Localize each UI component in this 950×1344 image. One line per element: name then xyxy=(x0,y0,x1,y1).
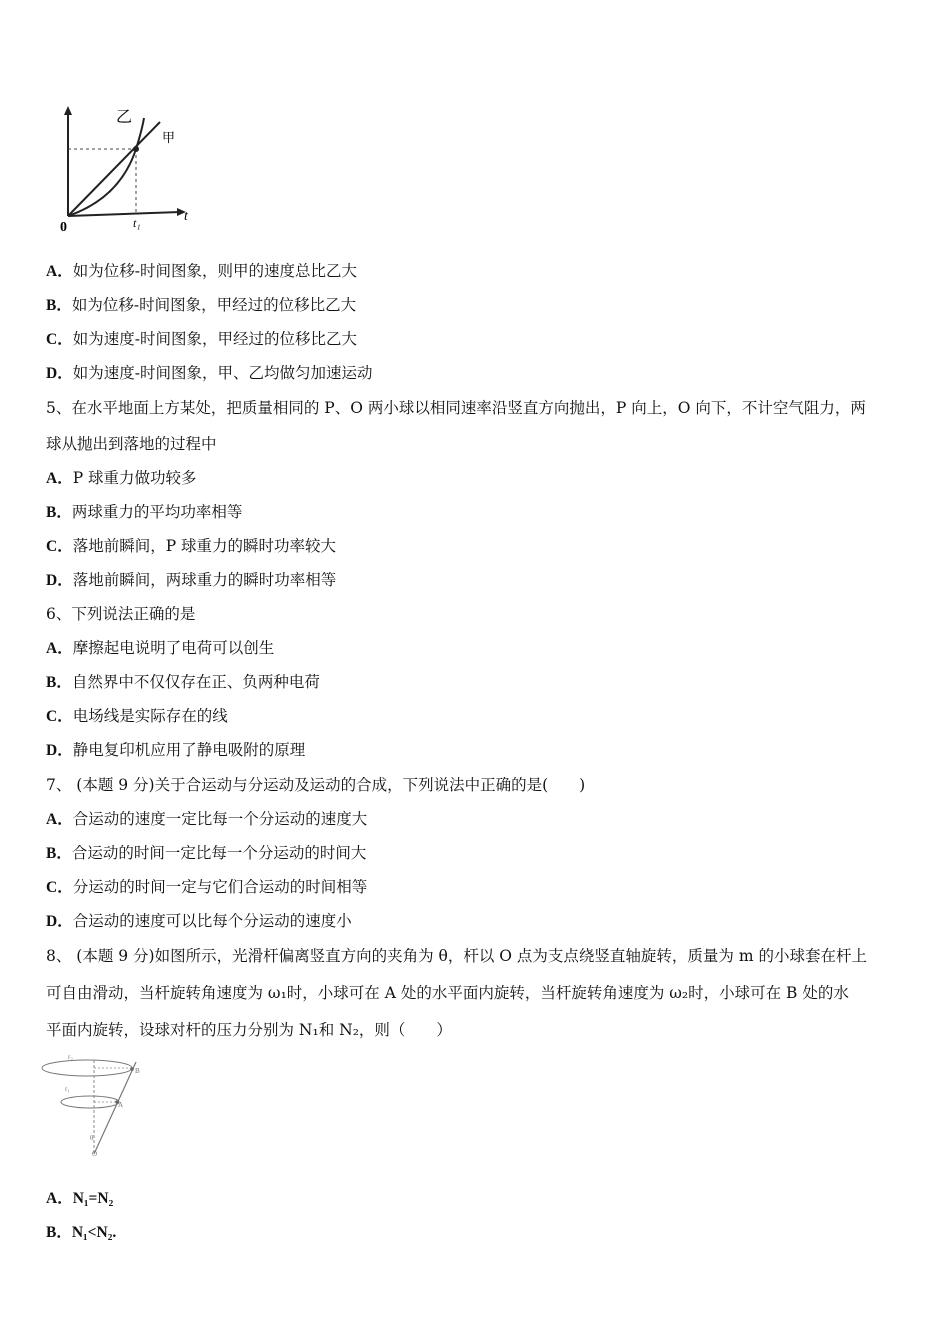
q4-option-b: B．如为位移-时间图象，甲经过的位移比乙大 xyxy=(46,296,357,314)
intersection-point xyxy=(133,146,139,152)
label-theta: θ xyxy=(90,1134,94,1142)
label-o: O xyxy=(92,1150,98,1158)
rotating-rod-figure xyxy=(40,1050,150,1160)
label-b: B xyxy=(135,1067,140,1075)
q6-option-a: A．摩擦起电说明了电荷可以创生 xyxy=(46,639,275,657)
q4-option-a: A．如为位移-时间图象，则甲的速度总比乙大 xyxy=(46,262,357,280)
label-r1: r₁ xyxy=(65,1085,70,1093)
q7-option-d: D．合运动的速度可以比每个分运动的速度小 xyxy=(46,912,352,930)
label-a: A xyxy=(118,1101,124,1109)
q8-stem-line-1: 8、 (本题 9 分)如图所示，光滑杆偏离竖直方向的夹角为 θ，杆以 O 点为支点绕竖直轴旋转，质量为 m 的小球套在杆上 xyxy=(46,947,867,965)
label-r2: r₂ xyxy=(68,1053,73,1061)
q8-stem-line-2: 可自由滑动，当杆旋转角速度为 ω₁时，小球可在 A 处的水平面内旋转，当杆旋转角速度为 ω₂时，小球可在 B 处的水 xyxy=(46,984,849,1002)
label-origin: 0 xyxy=(60,220,67,235)
q5-option-c: C．落地前瞬间，P 球重力的瞬时功率较大 xyxy=(46,537,337,555)
x-axis xyxy=(68,212,180,216)
q6-option-d: D．静电复印机应用了静电吸附的原理 xyxy=(46,741,306,759)
q7-option-c: C．分运动的时间一定与它们合运动的时间相等 xyxy=(46,878,368,896)
ball-b xyxy=(130,1067,134,1071)
q5-stem-line-2: 球从抛出到落地的过程中 xyxy=(46,435,217,453)
line-jia xyxy=(68,122,160,216)
q4-option-d: D．如为速度-时间图象，甲、乙均做匀加速运动 xyxy=(46,364,373,382)
graph-figure xyxy=(50,98,200,238)
q7-stem: 7、 (本题 9 分)关于合运动与分运动及运动的合成，下列说法中正确的是( ) xyxy=(46,776,586,794)
y-axis-arrow xyxy=(64,106,72,115)
q5-stem-line-1: 5、在水平地面上方某处，把质量相同的 P、O 两小球以相同速率沿竖直方向抛出，P 向上，O 向下，不计空气阻力，两 xyxy=(46,399,866,417)
label-yi: 乙 xyxy=(116,109,133,126)
label-t: t xyxy=(184,209,188,224)
q8-option-a: A．N₁=N₂ xyxy=(46,1190,114,1207)
q6-option-b: B．自然界中不仅仅存在正、负两种电荷 xyxy=(46,673,320,691)
q5-option-b: B．两球重力的平均功率相等 xyxy=(46,503,243,521)
label-jia: 甲 xyxy=(162,130,176,145)
q6-option-c: C．电场线是实际存在的线 xyxy=(46,707,228,725)
q8-stem-line-3: 平面内旋转，设球对杆的压力分别为 N₁和 N₂，则（ ） xyxy=(46,1021,452,1039)
q4-option-c: C．如为速度-时间图象，甲经过的位移比乙大 xyxy=(46,330,357,348)
q5-option-a: A．P 球重力做功较多 xyxy=(46,469,197,487)
q7-option-b: B．合运动的时间一定比每一个分运动的时间大 xyxy=(46,844,367,862)
q7-option-a: A．合运动的速度一定比每一个分运动的速度大 xyxy=(46,810,368,828)
curve-yi xyxy=(68,118,144,216)
q5-option-d: D．落地前瞬间，两球重力的瞬时功率相等 xyxy=(46,571,337,589)
q8-option-b: B．N₁<N₂. xyxy=(46,1224,117,1241)
q6-stem: 6、下列说法正确的是 xyxy=(46,605,196,623)
label-t1: t₁ xyxy=(133,216,141,230)
